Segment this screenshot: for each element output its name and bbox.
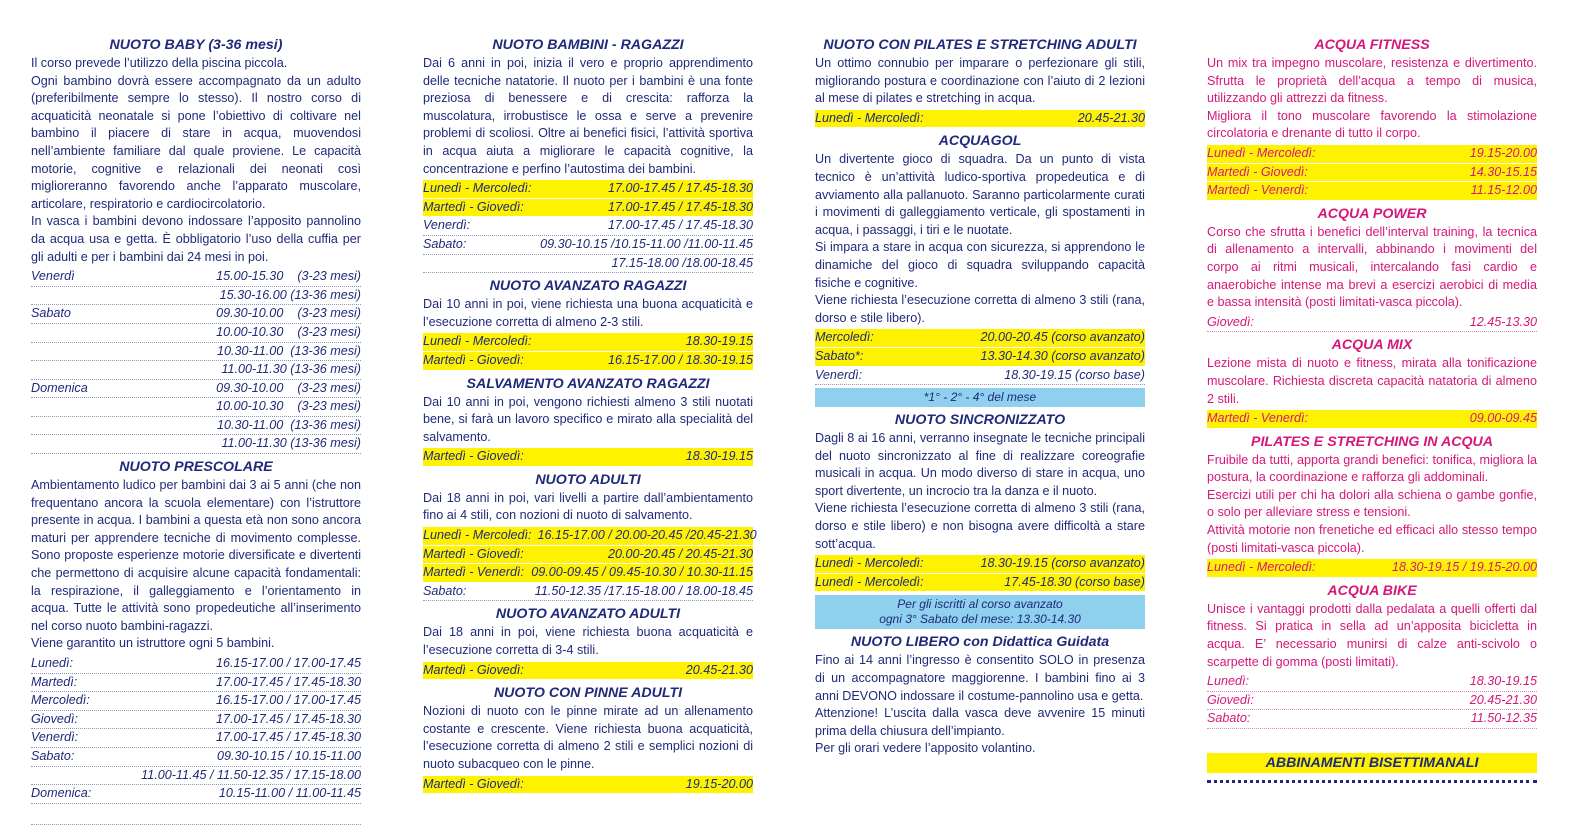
schedule-time: 10.00-10.30 (3-23 mesi) xyxy=(216,399,361,414)
schedule-row xyxy=(31,268,361,287)
schedule-day: Lunedì: xyxy=(1207,674,1250,689)
section-description: Dai 10 anni in poi, vengono richiesti almeno 3 stili nuotati bene, si farà un lavoro specifico e mirato alla specialità del salvamento. xyxy=(423,394,753,444)
schedule-day: Giovedì: xyxy=(31,711,78,726)
schedule-time: 15.30-16.00 (13-36 mesi) xyxy=(219,287,361,302)
schedule-time: 16.15-17.00 / 20.00-20.45 /20.45-21.30 xyxy=(537,528,757,543)
schedule-day: Lunedì - Mercoledì: xyxy=(815,556,924,571)
schedule-time: 20.45-21.30 xyxy=(1077,110,1145,125)
section-pilates-e-stretching-in-acqua xyxy=(1207,433,1537,578)
schedule-time: 20.00-20.45 (corso avanzato) xyxy=(980,330,1145,345)
schedule-time: 10.30-11.00 (13-36 mesi) xyxy=(217,417,361,432)
schedule-row xyxy=(423,180,753,199)
schedule-day: Sabato: xyxy=(423,236,467,251)
section-description: Fruibile da tutti, apporta grandi benefici: tonifica, migliora la postura, la coordinazione e rafforza gli addominali. xyxy=(1207,452,1537,485)
section-description: Per gli orari vedere l’apposito volantino. xyxy=(815,741,1036,756)
section-description: Un divertente gioco di squadra. Da un punto di vista tecnico è un’attività ludico-sportiva propedeutica e di avviamento alla pallanuoto. Saranno particolarmente curati i movimenti di galleggiamento verticale, gli spostamenti in acqua, i passaggi, i tiri e le nuotate. xyxy=(815,152,1145,237)
section-description: Dai 6 anni in poi, inizia il vero e proprio apprendimento delle tecniche natatorie. Il nuoto per i bambini è una fonte preziosa di benessere e di crescita: rafforza la muscolatura, irrobustisce le ossa e serve a prevenire problemi di scoliosi. Oltre ai benefici fisici, l’attività sportiva in acqua aiuta a migliorare le capacità cognitive, la concentrazione e perfino l’autostima dei bambini. xyxy=(423,56,753,176)
section-title: ACQUA FITNESS xyxy=(1314,37,1430,53)
schedule-row xyxy=(815,110,1145,129)
schedule-time: 11.00-11.30 (13-36 mesi) xyxy=(221,436,361,451)
schedule-day: Lunedì - Mercoledì: xyxy=(423,181,532,196)
schedule-row xyxy=(31,785,361,804)
schedule-day: Venerdì: xyxy=(31,730,79,745)
section-nuoto-sincronizzato xyxy=(815,411,1145,629)
section-description: Dai 18 anni in poi, vari livelli a partire dall’ambientamento fino ai 4 stili, con nozioni di nuoto di salvamento. xyxy=(423,490,753,523)
schedule-row xyxy=(31,435,361,454)
schedule-row xyxy=(815,555,1145,574)
schedule-row xyxy=(423,564,753,583)
section-title: NUOTO BAMBINI - RAGAZZI xyxy=(492,37,684,53)
schedule-time: 11.00-11.30 (13-36 mesi) xyxy=(221,362,361,377)
schedule-row xyxy=(815,367,1145,386)
schedule-row xyxy=(423,583,753,602)
schedule-row xyxy=(815,348,1145,367)
section-description: Si impara a stare in acqua con sicurezza, si apprendono le dinamiche del gioco di squadra sviluppando capacità fisiche e cognitive. xyxy=(815,240,1145,290)
schedule-table xyxy=(1207,673,1537,729)
schedule-time: 12.45-13.30 xyxy=(1469,314,1537,329)
schedule-day: Lunedì - Mercoledì: xyxy=(423,334,532,349)
schedule-day: Domenica xyxy=(31,380,88,395)
schedule-time: 17.00-17.45 / 17.45-18.30 xyxy=(216,674,361,689)
schedule-table xyxy=(815,110,1145,129)
schedule-table xyxy=(423,662,753,681)
schedule-day: Mercoledì: xyxy=(815,330,874,345)
section-description: Un mix tra impegno muscolare, resistenza e divertimento. Sfrutta le proprietà dell’acqua a tempo di musica, utilizzando gli attrezzi da fitness. xyxy=(1207,56,1537,106)
schedule-row xyxy=(423,217,753,236)
schedule-time: 10.00-10.30 (3-23 mesi) xyxy=(216,324,361,339)
schedule-row xyxy=(31,305,361,324)
schedule-time: 17.00-17.45 / 17.45-18.30 xyxy=(608,181,753,196)
section-salvamento-avanzato-ragazzi xyxy=(423,375,753,467)
section-description: Esercizi utili per chi ha dolori alla schiena o gambe gonfie, o solo per alleviare stress e tensioni. xyxy=(1207,487,1537,520)
schedule-time: 18.30-19.15 xyxy=(685,334,753,349)
schedule-note-line: Per gli iscritti al corso avanzato xyxy=(897,597,1063,612)
schedule-day: Giovedì: xyxy=(1207,314,1254,329)
footer-bar-abbinamenti: ABBINAMENTI BISETTIMANALI xyxy=(1207,753,1537,773)
schedule-time: 17.00-17.45 / 17.45-18.30 xyxy=(216,711,361,726)
column-3 xyxy=(815,32,1145,760)
schedule-time: 11.50-12.35 xyxy=(1470,711,1537,726)
schedule-day: Lunedì - Mercoledì: xyxy=(815,574,924,589)
schedule-day: Mercoledì: xyxy=(31,693,90,708)
schedule-time: 18.30-19.15 / 19.15-20.00 xyxy=(1392,560,1537,575)
schedule-row xyxy=(423,546,753,565)
schedule-row xyxy=(31,380,361,399)
schedule-row xyxy=(31,287,361,306)
schedule-row xyxy=(423,236,753,255)
schedule-day: Giovedì: xyxy=(1207,692,1254,707)
schedule-row xyxy=(31,711,361,730)
schedule-row xyxy=(31,674,361,693)
section-description: Un ottimo connubio per imparare o perfezionare gli stili, migliorando postura e coordinazione con l’aiuto di 2 lezioni al mese di pilates e stretching in acqua. xyxy=(815,56,1145,106)
schedule-row xyxy=(31,361,361,380)
schedule-time: 10.15-11.00 / 11.00-11.45 xyxy=(218,786,361,801)
schedule-time: 18.30-19.15 (corso base) xyxy=(1004,367,1145,382)
schedule-day: Martedì - Venerdì: xyxy=(1207,411,1309,426)
schedule-time: 19.15-20.00 xyxy=(685,776,753,791)
section-title: NUOTO CON PINNE ADULTI xyxy=(493,685,683,702)
section-description: Corso che sfrutta i benefici dell’interval training, la tecnica di allenamento a intervalli, abbinando i movimenti del corpo ai ritmi musicali, intercalando fasi cardio e anaerobiche intense ma brevi a esercizi aerobici di media e bassa intensità (posti limitati-vasca piccola). xyxy=(1207,224,1537,310)
schedule-table xyxy=(423,776,753,795)
schedule-time: 09.30-10.00 (3-23 mesi) xyxy=(216,306,361,321)
schedule-row xyxy=(1207,145,1537,164)
schedule-day: Lunedì: xyxy=(31,656,74,670)
section-title: ACQUA BIKE xyxy=(1327,582,1417,599)
section-description: Migliora il tono muscolare favorendo la stimolazione circolatoria e drenante di tutto il corpo. xyxy=(1207,108,1537,141)
section-nuoto-prescolare xyxy=(31,458,361,804)
schedule-table xyxy=(1207,314,1537,333)
schedule-time: 09.00-09.45 / 09.45-10.30 / 10.30-11.15 xyxy=(531,565,753,580)
section-nuoto-bambini-ragazzi xyxy=(423,36,753,273)
section-nuoto-con-pinne-adulti xyxy=(423,684,753,794)
schedule-row xyxy=(815,574,1145,593)
schedule-row xyxy=(1207,410,1537,429)
schedule-table xyxy=(31,268,361,454)
section-description: Dai 18 anni in poi, viene richiesta buona acquaticità e l’esecuzione corretta di 3-4 stili. xyxy=(423,625,753,658)
schedule-table xyxy=(31,655,361,804)
schedule-row xyxy=(31,655,361,674)
schedule-day: Martedì - Giovedì: xyxy=(1207,164,1308,179)
schedule-day: Sabato: xyxy=(1207,711,1251,726)
section-nuoto-con-pilates-e-stretching-adulti xyxy=(815,36,1145,128)
schedule-time: 13.30-14.30 (corso avanzato) xyxy=(980,348,1145,363)
schedule-day: Martedì - Giovedì: xyxy=(423,449,524,464)
section-nuoto-adulti xyxy=(423,471,757,602)
schedule-time: 18.30-19.15 xyxy=(1469,674,1537,689)
section-description: Lezione mista di nuoto e fitness, mirata alla tonificazione muscolare. Richiesta discreta capacità natatoria di almeno 2 stili. xyxy=(1207,356,1537,406)
section-description: Ogni bambino dovrà essere accompagnato da un adulto (preferibilmente sempre lo stesso). Il nostro corso di acquaticità neonatale si pone l’obiettivo di coltivare nel bambino il piacere di stare in acqua, muovendosi nell’ambiente familiare dal quale proviene. Le capacità motorie, cognitive e relazionali dei neonati così miglioreranno favorendo anche l’apparato muscolare, articolare, respiratorio e cardiocircolatorio. xyxy=(31,73,361,211)
schedule-time: 09.00-09.45 xyxy=(1469,411,1537,426)
column-1 xyxy=(31,32,361,825)
schedule-row xyxy=(31,398,361,417)
schedule-row xyxy=(1207,182,1537,201)
schedule-time: 17.45-18.30 (corso base) xyxy=(1004,574,1145,589)
schedule-table xyxy=(815,555,1145,592)
schedule-time: 17.15-18.00 /18.00-18.45 xyxy=(611,255,753,270)
schedule-day: Martedì - Venerdì: xyxy=(423,565,525,580)
schedule-day: Sabato: xyxy=(423,583,467,598)
schedule-day: Venerdì: xyxy=(815,367,863,382)
schedule-day: Martedì - Venerdì: xyxy=(1207,183,1309,198)
schedule-row xyxy=(423,448,753,467)
section-acqua-mix xyxy=(1207,336,1537,428)
schedule-time: 11.00-11.45 / 11.50-12.35 / 17.15-18.00 xyxy=(141,767,361,782)
schedule-day: Sabato: xyxy=(31,748,75,763)
schedule-row xyxy=(31,767,361,786)
schedule-time: 15.00-15.30 (3-23 mesi) xyxy=(216,269,361,284)
section-title: NUOTO AVANZATO ADULTI xyxy=(495,606,681,623)
section-title: ACQUAGOL xyxy=(938,133,1022,150)
schedule-day: Sabato xyxy=(31,306,71,321)
schedule-row xyxy=(31,324,361,343)
schedule-time: 20.00-20.45 / 20.45-21.30 xyxy=(608,546,753,561)
schedule-day: Martedì - Giovedì: xyxy=(423,199,524,214)
section-description: Dai 10 anni in poi, viene richiesta una buona acquaticità e l’esecuzione corretta di almeno 2-3 stili. xyxy=(423,297,753,329)
schedule-row xyxy=(423,776,753,795)
schedule-row xyxy=(1207,559,1537,578)
schedule-day: Domenica: xyxy=(31,786,92,801)
section-description: Viene richiesta l’esecuzione corretta di almeno 3 stili (rana, dorso e stile libero). xyxy=(815,293,1145,325)
schedule-time: 17.00-17.45 / 17.45-18.30 xyxy=(216,730,361,745)
schedule-day: Venerdì xyxy=(31,269,75,284)
section-description: Unisce i vantaggi prodotti dalla pedalata a quelli offerti dal fitness. Si pratica in sella ad un’apposita bicicletta in acqua. E’ necessario munirsi di calze anti-scivolo o scarpette di gomma (posti limitati). xyxy=(1207,601,1537,669)
schedule-note xyxy=(815,388,1145,407)
section-acqua-bike xyxy=(1207,582,1537,729)
section-title: SALVAMENTO AVANZATO RAGAZZI xyxy=(466,375,710,392)
schedule-day: Lunedì - Mercoledì: xyxy=(423,528,532,543)
schedule-time: 11.50-12.35 /17.15-18.00 / 18.00-18.45 xyxy=(534,583,753,598)
schedule-time: 18.30-19.15 (corso avanzato) xyxy=(980,556,1145,571)
section-title: ACQUA POWER xyxy=(1317,205,1427,222)
schedule-row xyxy=(1207,692,1537,711)
schedule-row xyxy=(423,527,757,546)
section-description: Viene richiesta l’esecuzione corretta di almeno 3 stili (rana, dorso e stile libero) e non bisogna avere difficoltà a stare sott’acqua. xyxy=(815,501,1145,551)
schedule-time: 17.00-17.45 / 17.45-18.30 xyxy=(608,218,753,233)
section-title: NUOTO PRESCOLARE xyxy=(119,459,273,476)
section-description: Viene garantito un istruttore ogni 5 bambini. xyxy=(31,636,275,651)
section-title: NUOTO LIBERO con Didattica Guidata xyxy=(850,634,1110,651)
schedule-time: 17.00-17.45 / 17.45-18.30 xyxy=(608,199,753,214)
column-end-divider xyxy=(1207,776,1537,783)
section-title: NUOTO BABY (3-36 mesi) xyxy=(109,37,283,53)
section-title: NUOTO AVANZATO RAGAZZI xyxy=(489,278,687,295)
schedule-table xyxy=(1207,410,1537,429)
schedule-time: 09.30-10.15 / 10.15-11.00 xyxy=(216,748,361,763)
schedule-day: Martedì - Giovedì: xyxy=(423,776,524,791)
schedule-time: 14.30-15.15 xyxy=(1469,164,1537,179)
section-description: Dagli 8 ai 16 anni, verranno insegnate le tecniche principali del nuoto sincronizzato al fine di realizzare coreografie musicali in acqua. Un modo diverso di stare in acqua, uno sport divertente, un incrocio tra la danza e il nuoto. xyxy=(815,431,1145,498)
section-acquagol xyxy=(815,132,1145,407)
schedule-note-line: *1° - 2° - 4° del mese xyxy=(923,390,1037,405)
schedule-row xyxy=(423,333,753,352)
schedule-time: 11.15-12.00 xyxy=(1470,183,1537,198)
schedule-row xyxy=(815,329,1145,348)
section-description: Attività motorie non frenetiche ed efficaci allo stesso tempo (posti limitati-vasca piccola). xyxy=(1207,523,1537,555)
schedule-row xyxy=(423,255,753,274)
schedule-time: 20.45-21.30 xyxy=(685,662,753,677)
section-title: NUOTO SINCRONIZZATO xyxy=(894,412,1066,429)
schedule-row xyxy=(1207,710,1537,729)
schedule-row xyxy=(423,199,753,218)
section-title: NUOTO ADULTI xyxy=(535,471,641,488)
schedule-row xyxy=(31,692,361,711)
schedule-time: 16.15-17.00 / 17.00-17.45 xyxy=(216,693,361,708)
schedule-note-line: ogni 3° Sabato del mese: 13.30-14.30 xyxy=(879,612,1081,627)
schedule-note xyxy=(815,595,1145,629)
schedule-time: 09.30-10.00 (3-23 mesi) xyxy=(216,380,361,395)
schedule-time: 19.15-20.00 xyxy=(1469,145,1537,160)
schedule-day: Martedì - Giovedì: xyxy=(423,352,524,367)
schedule-day: Lunedì - Mercoledì: xyxy=(1207,560,1316,575)
schedule-row xyxy=(423,662,753,681)
schedule-day: Sabato*: xyxy=(815,348,864,363)
section-description: Il corso prevede l’utilizzo della piscina piccola. xyxy=(31,56,288,70)
schedule-day: Lunedì - Mercoledì: xyxy=(815,110,924,125)
schedule-time: 09.30-10.15 /10.15-11.00 /11.00-11.45 xyxy=(540,236,753,251)
schedule-day: Martedì: xyxy=(31,674,78,689)
schedule-day: Martedì - Giovedì: xyxy=(423,662,524,677)
schedule-table xyxy=(423,448,753,467)
section-title: ACQUA MIX xyxy=(1331,337,1413,354)
schedule-row xyxy=(31,748,361,767)
schedule-table xyxy=(423,333,753,370)
schedule-table xyxy=(815,329,1145,385)
schedule-row xyxy=(1207,164,1537,183)
section-nuoto-avanzato-adulti xyxy=(423,605,753,680)
section-nuoto-avanzato-ragazzi xyxy=(423,277,753,370)
schedule-row xyxy=(31,729,361,748)
schedule-row xyxy=(1207,314,1537,333)
schedule-row xyxy=(1207,673,1537,692)
schedule-day: Lunedì - Mercoledì: xyxy=(1207,145,1316,160)
schedule-table xyxy=(1207,145,1537,201)
schedule-day: Venerdì: xyxy=(423,218,471,233)
schedule-table xyxy=(423,527,757,601)
section-acqua-power xyxy=(1207,205,1537,333)
section-description: Attenzione! L’uscita dalla vasca deve avvenire 15 minuti prima della chiusura dell’impianto. xyxy=(815,706,1145,738)
section-title: NUOTO CON PILATES E STRETCHING ADULTI xyxy=(823,37,1137,53)
column-4 xyxy=(1207,32,1537,783)
schedule-time: 20.45-21.30 xyxy=(1469,692,1537,707)
schedule-table xyxy=(423,180,753,273)
section-description: Fino ai 14 anni l’ingresso è consentito SOLO in presenza di un accompagnatore maggiorenne. I bambini fino ai 3 anni DEVONO indossare il costume-pannolino usa e getta. xyxy=(815,653,1145,703)
schedule-time: 16.15-17.00 / 17.00-17.45 xyxy=(216,656,361,670)
column-2 xyxy=(423,32,757,796)
schedule-table xyxy=(1207,559,1537,578)
section-description: Ambientamento ludico per bambini dai 3 ai 5 anni (che non frequentano ancora la scuola elementare) con l’istruttore presente in acqua. I bambini a questa età non sono ancora maturi per apprendere tecniche di movimento complesse. Sono proposte esperienze motorie diversificate e divertenti che permettono di acquisire alcune capacità fondamentali: la respirazione, il galleggiamento e l’orientamento in acqua. Tutte le attività sono propedeutiche all’inserimento nel corso nuoto bambini-ragazzi. xyxy=(31,478,361,633)
schedule-row xyxy=(31,343,361,362)
section-acqua-fitness xyxy=(1207,36,1537,201)
section-description: In vasca i bambini devono indossare l’apposito pannolino da acqua usa e getta. È obbligatorio l’uso della cuffia per gli adulti e per i bambini dai 24 mesi in poi. xyxy=(31,214,361,264)
section-description: Nozioni di nuoto con le pinne mirate ad un allenamento costante e crescente. Viene richiesta buona acquaticità, l’esecuzione corretta di almeno 2 stili e semplici nozioni di nuoto subacqueo con le pinne. xyxy=(423,704,753,771)
schedule-day: Martedì - Giovedì: xyxy=(423,546,524,561)
schedule-time: 10.30-11.00 (13-36 mesi) xyxy=(217,343,361,358)
schedule-row xyxy=(423,352,753,371)
section-nuoto-baby-3-36-mesi xyxy=(31,36,361,454)
schedule-row xyxy=(31,417,361,436)
section-nuoto-libero-con-didattica-guidata xyxy=(815,633,1145,758)
schedule-time: 18.30-19.15 xyxy=(685,449,753,464)
column-end-divider xyxy=(31,806,361,825)
schedule-time: 16.15-17.00 / 18.30-19.15 xyxy=(608,352,753,367)
section-title: PILATES E STRETCHING IN ACQUA xyxy=(1251,433,1493,450)
